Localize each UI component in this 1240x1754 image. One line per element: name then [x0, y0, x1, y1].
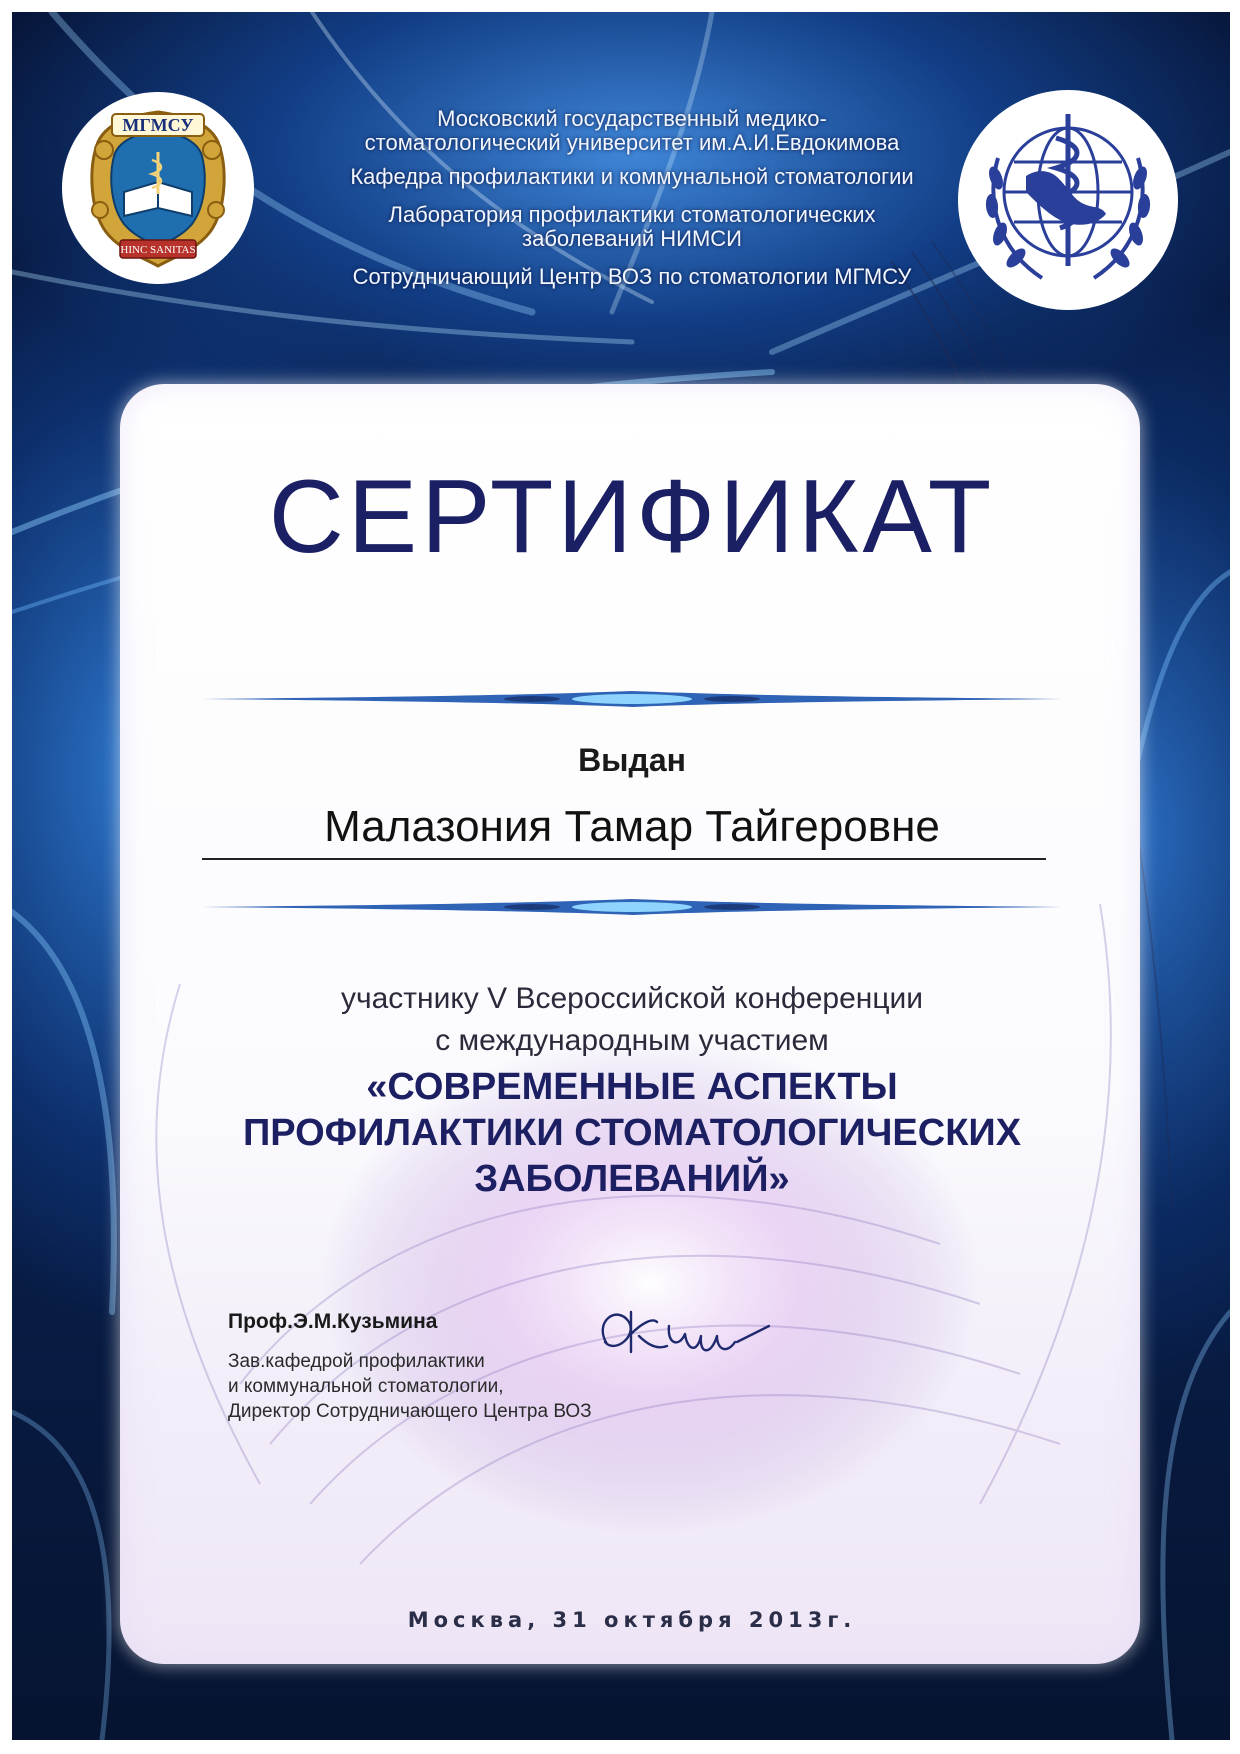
certificate-sheet	[12, 12, 1230, 1740]
svg-text:HINC SANITAS: HINC SANITAS	[120, 244, 196, 256]
conference-title-line1: «СОВРЕМЕННЫЕ АСПЕКТЫ	[366, 1066, 898, 1108]
header-laboratory-line1: Лаборатория профилактики стоматологических	[388, 202, 876, 227]
header-department: Кафедра профилактики и коммунальной стоматологии	[350, 164, 914, 189]
signatory-role-line3: Директор Сотрудничающего Центра ВОЗ	[228, 1401, 592, 1422]
ornamental-divider-bottom	[202, 897, 1062, 917]
certificate-title: СЕРТИФИКАТ	[268, 459, 996, 575]
participant-description-line2: с международным участием	[435, 1024, 829, 1057]
issued-to-label: Выдан	[578, 742, 686, 778]
header-who-centre: Сотрудничающий Центр ВОЗ по стоматологии МГМСУ	[352, 264, 912, 289]
signatory-name: Проф.Э.М.Кузьмина	[228, 1310, 438, 1333]
mgmsu-crest-icon	[60, 90, 256, 286]
issue-place-date: Москва, 31 октября 2013г.	[407, 1608, 857, 1632]
handwritten-signature	[587, 1292, 777, 1372]
recipient-name: Малазония Тамар Тайгеровне	[324, 802, 940, 851]
header-university-line2: стоматологический университет им.А.И.Евдокимова	[364, 130, 900, 155]
who-emblem-icon	[956, 88, 1180, 312]
signatory-role-line1: Зав.кафедрой профилактики	[228, 1351, 485, 1372]
ornamental-divider-top	[202, 689, 1062, 709]
conference-title-line3: ЗАБОЛЕВАНИЙ»	[474, 1158, 790, 1200]
recipient-underline	[202, 858, 1046, 860]
participant-description-line1: участнику V Всероссийской конференции	[340, 982, 924, 1015]
header-laboratory-line2: заболеваний НИМСИ	[522, 226, 742, 251]
svg-text:МГМСУ: МГМСУ	[122, 115, 194, 135]
signatory-role-line2: и коммунальной стоматологии,	[228, 1376, 504, 1397]
conference-title-line2: ПРОФИЛАКТИКИ СТОМАТОЛОГИЧЕСКИХ	[242, 1112, 1022, 1154]
header-university-line1: Московский государственный медико-	[437, 106, 827, 131]
